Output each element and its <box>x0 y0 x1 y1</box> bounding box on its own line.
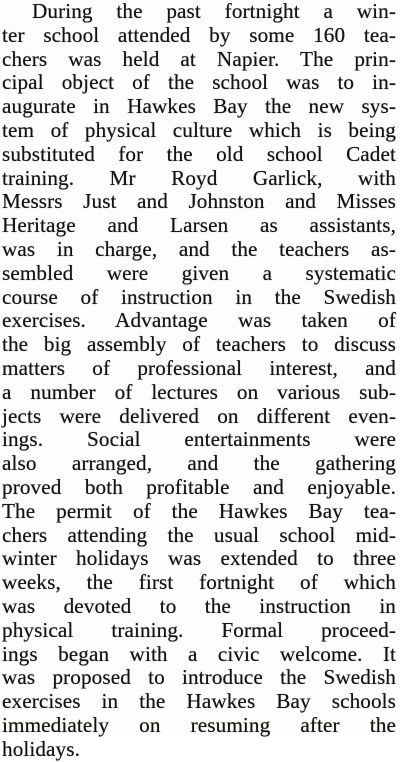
article-line: winter holidays was extended to three <box>2 546 396 571</box>
article-line: ings began with a civic welcome. It <box>2 641 396 666</box>
article-column <box>2 0 396 762</box>
article-line: Heritage and Larsen as assistants, <box>2 213 396 238</box>
article-line: weeks, the first fortnight of which <box>2 570 396 595</box>
article-line: exercises in the Hawkes Bay schools <box>2 689 396 714</box>
article-line: sembled were given a systematic <box>2 260 396 285</box>
article-line: chers was held at Napier. The prin- <box>2 46 396 71</box>
article-line: matters of professional interest, and <box>2 355 396 380</box>
article-line: course of instruction in the Swedish <box>2 284 396 309</box>
article-line: holidays. <box>2 736 80 761</box>
article-line: jects were delivered on different even- <box>2 403 396 428</box>
article-line: a number of lectures on various sub- <box>2 379 396 404</box>
article-line: cipal object of the school was to in- <box>2 70 396 95</box>
article-line: Messrs Just and Johnston and Misses <box>2 189 396 214</box>
article-line: was devoted to the instruction in <box>2 593 396 618</box>
article-line: was proposed to introduce the Swedish <box>2 665 396 690</box>
article-line: ter school attended by some 160 tea- <box>2 22 396 47</box>
article-line: training. Mr Royd Garlick, with <box>2 165 396 190</box>
article-line: physical training. Formal proceed- <box>2 617 396 642</box>
article-line: the big assembly of teachers to discuss <box>2 332 396 357</box>
article-line: also arranged, and the gathering <box>2 451 396 476</box>
article-line: was in charge, and the teachers as- <box>2 236 396 261</box>
article-line: The permit of the Hawkes Bay tea- <box>2 498 396 523</box>
article-line: substituted for the old school Cadet <box>2 141 396 166</box>
article-line: proved both profitable and enjoyable. <box>2 474 396 499</box>
article-line: During the past fortnight a win- <box>32 0 396 23</box>
article-line: tem of physical culture which is being <box>2 117 396 142</box>
article-line: ings. Social entertainments were <box>2 427 396 452</box>
article-line: immediately on resuming after the <box>2 712 396 737</box>
article-line: exercises. Advantage was taken of <box>2 308 396 333</box>
article-line: augurate in Hawkes Bay the new sys- <box>2 94 396 119</box>
article-line: chers attending the usual school mid- <box>2 522 396 547</box>
